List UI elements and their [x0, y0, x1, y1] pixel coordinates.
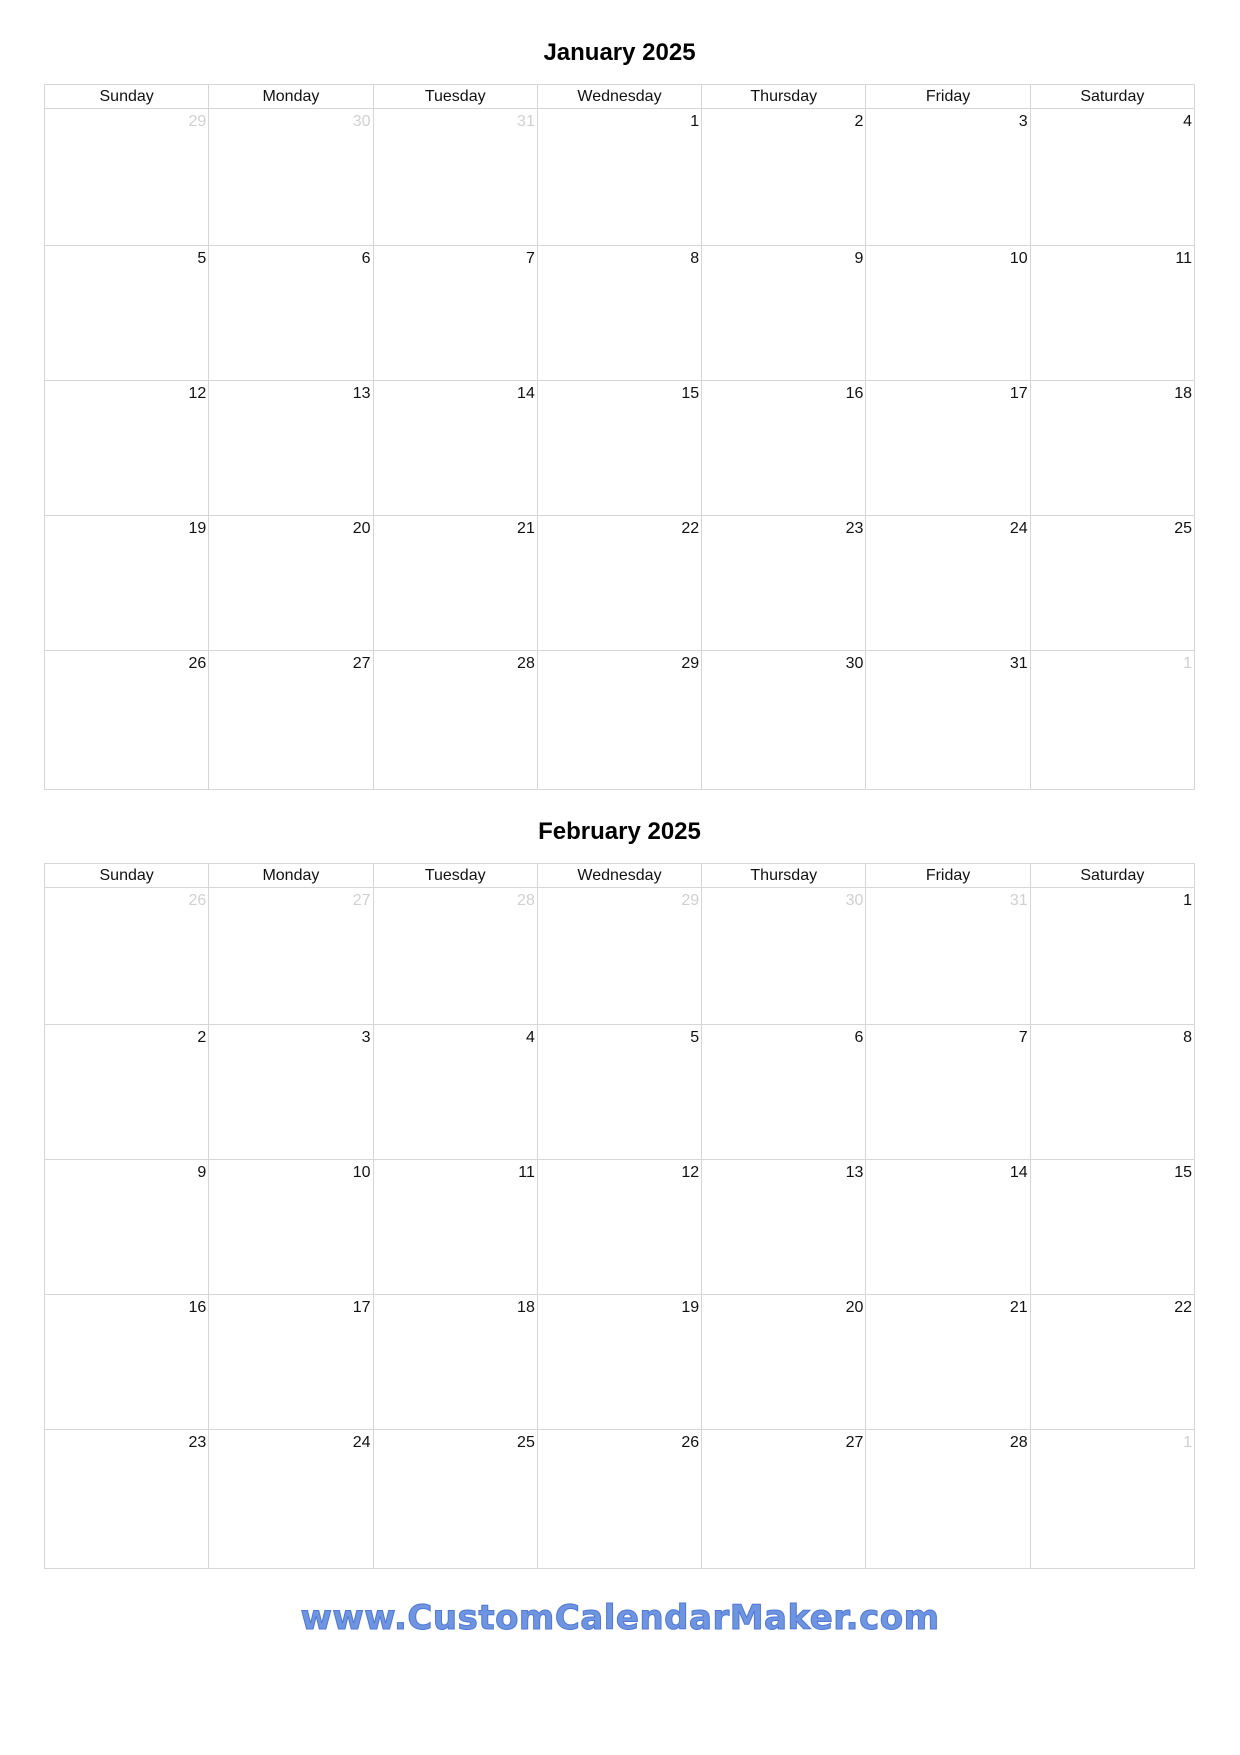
- day-cell[interactable]: [373, 109, 537, 246]
- day-cell[interactable]: [373, 1430, 537, 1569]
- weekday-monday: Monday: [209, 864, 373, 888]
- day-number: 24: [1009, 520, 1028, 537]
- day-number: 26: [681, 1434, 700, 1451]
- day-number: 3: [361, 1029, 371, 1046]
- day-cell[interactable]: [45, 1430, 209, 1569]
- day-number: 28: [1009, 1434, 1028, 1451]
- day-number: 20: [352, 520, 371, 537]
- day-number-outside-month: 31: [517, 113, 535, 130]
- day-number: 27: [845, 1434, 864, 1451]
- weekday-sunday: Sunday: [45, 85, 209, 109]
- day-cell[interactable]: [45, 516, 209, 651]
- day-number: 25: [517, 1434, 535, 1451]
- day-cell[interactable]: [702, 109, 866, 246]
- day-cell[interactable]: [373, 1160, 537, 1295]
- weekday-tuesday: Tuesday: [373, 85, 537, 109]
- day-cell[interactable]: [209, 246, 373, 381]
- week-row: [45, 1430, 1195, 1569]
- day-cell[interactable]: [537, 1160, 701, 1295]
- day-number: 5: [690, 1029, 700, 1046]
- day-number: 8: [1183, 1029, 1192, 1046]
- day-number: 22: [1174, 1299, 1192, 1316]
- day-number: 26: [188, 655, 207, 672]
- weekday-sunday: Sunday: [45, 864, 209, 888]
- calendar-grid: [44, 84, 1195, 790]
- day-cell[interactable]: [45, 381, 209, 516]
- day-number: 31: [1009, 655, 1028, 672]
- weekday-saturday: Saturday: [1030, 85, 1194, 109]
- day-cell[interactable]: [537, 516, 701, 651]
- day-cell[interactable]: [537, 1025, 701, 1160]
- day-number: 10: [1009, 250, 1028, 267]
- day-number: 17: [1009, 385, 1028, 402]
- day-number-outside-month: 31: [1009, 892, 1028, 909]
- day-cell[interactable]: [373, 651, 537, 790]
- day-number: 1: [690, 113, 700, 130]
- day-number-outside-month: 1: [1183, 1434, 1192, 1451]
- day-number: 28: [517, 655, 535, 672]
- day-number-outside-month: 27: [352, 892, 371, 909]
- day-number: 11: [1175, 250, 1192, 267]
- day-cell[interactable]: [209, 1295, 373, 1430]
- day-number: 8: [690, 250, 700, 267]
- day-number: 7: [525, 250, 535, 267]
- week-row: [45, 246, 1195, 381]
- month-title: February 2025: [538, 818, 701, 845]
- week-row: [45, 888, 1195, 1025]
- day-number: 9: [197, 1164, 207, 1181]
- calendar-grid: [44, 863, 1195, 1569]
- day-cell[interactable]: [866, 246, 1030, 381]
- day-cell[interactable]: [45, 1025, 209, 1160]
- day-cell[interactable]: [45, 1160, 209, 1295]
- day-cell[interactable]: [702, 1430, 866, 1569]
- day-cell[interactable]: [209, 381, 373, 516]
- day-cell[interactable]: [1030, 888, 1194, 1025]
- day-number-outside-month: 28: [517, 892, 535, 909]
- day-cell[interactable]: [702, 888, 866, 1025]
- day-cell[interactable]: [866, 1430, 1030, 1569]
- day-cell[interactable]: [373, 1025, 537, 1160]
- day-cell[interactable]: [209, 516, 373, 651]
- day-cell[interactable]: [702, 516, 866, 651]
- day-cell[interactable]: [1030, 651, 1194, 790]
- day-number-outside-month: 29: [681, 892, 700, 909]
- day-number: 13: [352, 385, 371, 402]
- weekday-monday: Monday: [209, 85, 373, 109]
- footer-website-link[interactable]: www.CustomCalendarMaker.com: [300, 1598, 940, 1638]
- day-number-outside-month: 30: [352, 113, 371, 130]
- day-cell[interactable]: [866, 1025, 1030, 1160]
- day-number: 19: [681, 1299, 700, 1316]
- day-number: 3: [1018, 113, 1028, 130]
- day-number: 10: [352, 1164, 371, 1181]
- month-january: [44, 30, 1195, 790]
- day-cell[interactable]: [702, 246, 866, 381]
- day-cell[interactable]: [373, 888, 537, 1025]
- day-number-outside-month: 1: [1183, 655, 1192, 672]
- weekday-saturday: Saturday: [1030, 864, 1194, 888]
- day-number: 30: [845, 655, 864, 672]
- day-number: 13: [845, 1164, 864, 1181]
- day-cell[interactable]: [537, 1430, 701, 1569]
- day-cell[interactable]: [209, 1430, 373, 1569]
- day-number: 22: [681, 520, 700, 537]
- day-number: 20: [845, 1299, 864, 1316]
- day-number: 25: [1174, 520, 1192, 537]
- week-row: [45, 109, 1195, 246]
- day-cell[interactable]: [702, 1160, 866, 1295]
- day-cell[interactable]: [1030, 1430, 1194, 1569]
- day-number: 2: [197, 1029, 207, 1046]
- day-number-outside-month: 29: [188, 113, 207, 130]
- week-row: [45, 1160, 1195, 1295]
- day-number: 18: [517, 1299, 535, 1316]
- day-cell[interactable]: [537, 381, 701, 516]
- day-number: 9: [854, 250, 864, 267]
- day-cell[interactable]: [209, 1025, 373, 1160]
- day-cell[interactable]: [45, 651, 209, 790]
- day-cell[interactable]: [537, 651, 701, 790]
- month-february: [44, 809, 1195, 1569]
- day-cell[interactable]: [373, 516, 537, 651]
- day-number: 7: [1018, 1029, 1028, 1046]
- day-number: 15: [1174, 1164, 1192, 1181]
- day-cell[interactable]: [866, 109, 1030, 246]
- weekday-wednesday: Wednesday: [537, 85, 701, 109]
- day-number: 14: [1009, 1164, 1028, 1181]
- weekday-tuesday: Tuesday: [373, 864, 537, 888]
- day-number: 23: [188, 1434, 207, 1451]
- day-cell[interactable]: [866, 381, 1030, 516]
- day-cell[interactable]: [209, 109, 373, 246]
- day-cell[interactable]: [1030, 246, 1194, 381]
- day-number: 23: [845, 520, 864, 537]
- day-number: 11: [518, 1164, 535, 1181]
- day-number: 21: [517, 520, 535, 537]
- day-cell[interactable]: [1030, 1295, 1194, 1430]
- weekday-header-row: [45, 864, 1195, 888]
- day-cell[interactable]: [866, 651, 1030, 790]
- weekday-friday: Friday: [866, 85, 1030, 109]
- day-number: 12: [188, 385, 207, 402]
- day-cell[interactable]: [866, 1295, 1030, 1430]
- day-cell[interactable]: [45, 109, 209, 246]
- week-row: [45, 516, 1195, 651]
- day-number-outside-month: 26: [188, 892, 207, 909]
- day-cell[interactable]: [1030, 1025, 1194, 1160]
- day-cell[interactable]: [702, 1025, 866, 1160]
- weekday-header-row: [45, 85, 1195, 109]
- day-cell[interactable]: [866, 1160, 1030, 1295]
- weekday-wednesday: Wednesday: [537, 864, 701, 888]
- day-number: 16: [845, 385, 864, 402]
- day-number-outside-month: 30: [845, 892, 864, 909]
- week-row: [45, 651, 1195, 790]
- day-number: 6: [361, 250, 371, 267]
- month-title: January 2025: [543, 39, 696, 66]
- day-number: 4: [525, 1029, 535, 1046]
- day-number: 24: [352, 1434, 371, 1451]
- day-number: 12: [681, 1164, 700, 1181]
- day-number: 17: [352, 1299, 371, 1316]
- day-number: 15: [681, 385, 700, 402]
- day-cell[interactable]: [537, 1295, 701, 1430]
- weekday-thursday: Thursday: [702, 864, 866, 888]
- day-number: 2: [854, 113, 864, 130]
- day-cell[interactable]: [1030, 1160, 1194, 1295]
- day-cell[interactable]: [373, 246, 537, 381]
- week-row: [45, 381, 1195, 516]
- day-cell[interactable]: [209, 1160, 373, 1295]
- weekday-thursday: Thursday: [702, 85, 866, 109]
- day-number: 29: [681, 655, 700, 672]
- day-cell[interactable]: [702, 381, 866, 516]
- day-number: 4: [1183, 113, 1192, 130]
- day-number: 14: [517, 385, 535, 402]
- day-number: 21: [1009, 1299, 1028, 1316]
- day-number: 16: [188, 1299, 207, 1316]
- day-number: 18: [1174, 385, 1192, 402]
- day-cell[interactable]: [45, 246, 209, 381]
- day-cell[interactable]: [373, 1295, 537, 1430]
- day-number: 1: [1183, 892, 1192, 909]
- day-number: 19: [188, 520, 207, 537]
- day-cell[interactable]: [702, 651, 866, 790]
- day-cell[interactable]: [45, 1295, 209, 1430]
- day-cell[interactable]: [1030, 516, 1194, 651]
- day-cell[interactable]: [702, 1295, 866, 1430]
- day-cell[interactable]: [537, 109, 701, 246]
- day-cell[interactable]: [866, 516, 1030, 651]
- day-cell[interactable]: [1030, 109, 1194, 246]
- day-cell[interactable]: [45, 888, 209, 1025]
- day-cell[interactable]: [209, 888, 373, 1025]
- day-cell[interactable]: [537, 888, 701, 1025]
- day-number: 6: [854, 1029, 864, 1046]
- weekday-friday: Friday: [866, 864, 1030, 888]
- day-number: 5: [197, 250, 207, 267]
- day-cell[interactable]: [209, 651, 373, 790]
- day-cell[interactable]: [537, 246, 701, 381]
- day-cell[interactable]: [1030, 381, 1194, 516]
- day-cell[interactable]: [373, 381, 537, 516]
- day-number: 27: [352, 655, 371, 672]
- week-row: [45, 1025, 1195, 1160]
- day-cell[interactable]: [866, 888, 1030, 1025]
- week-row: [45, 1295, 1195, 1430]
